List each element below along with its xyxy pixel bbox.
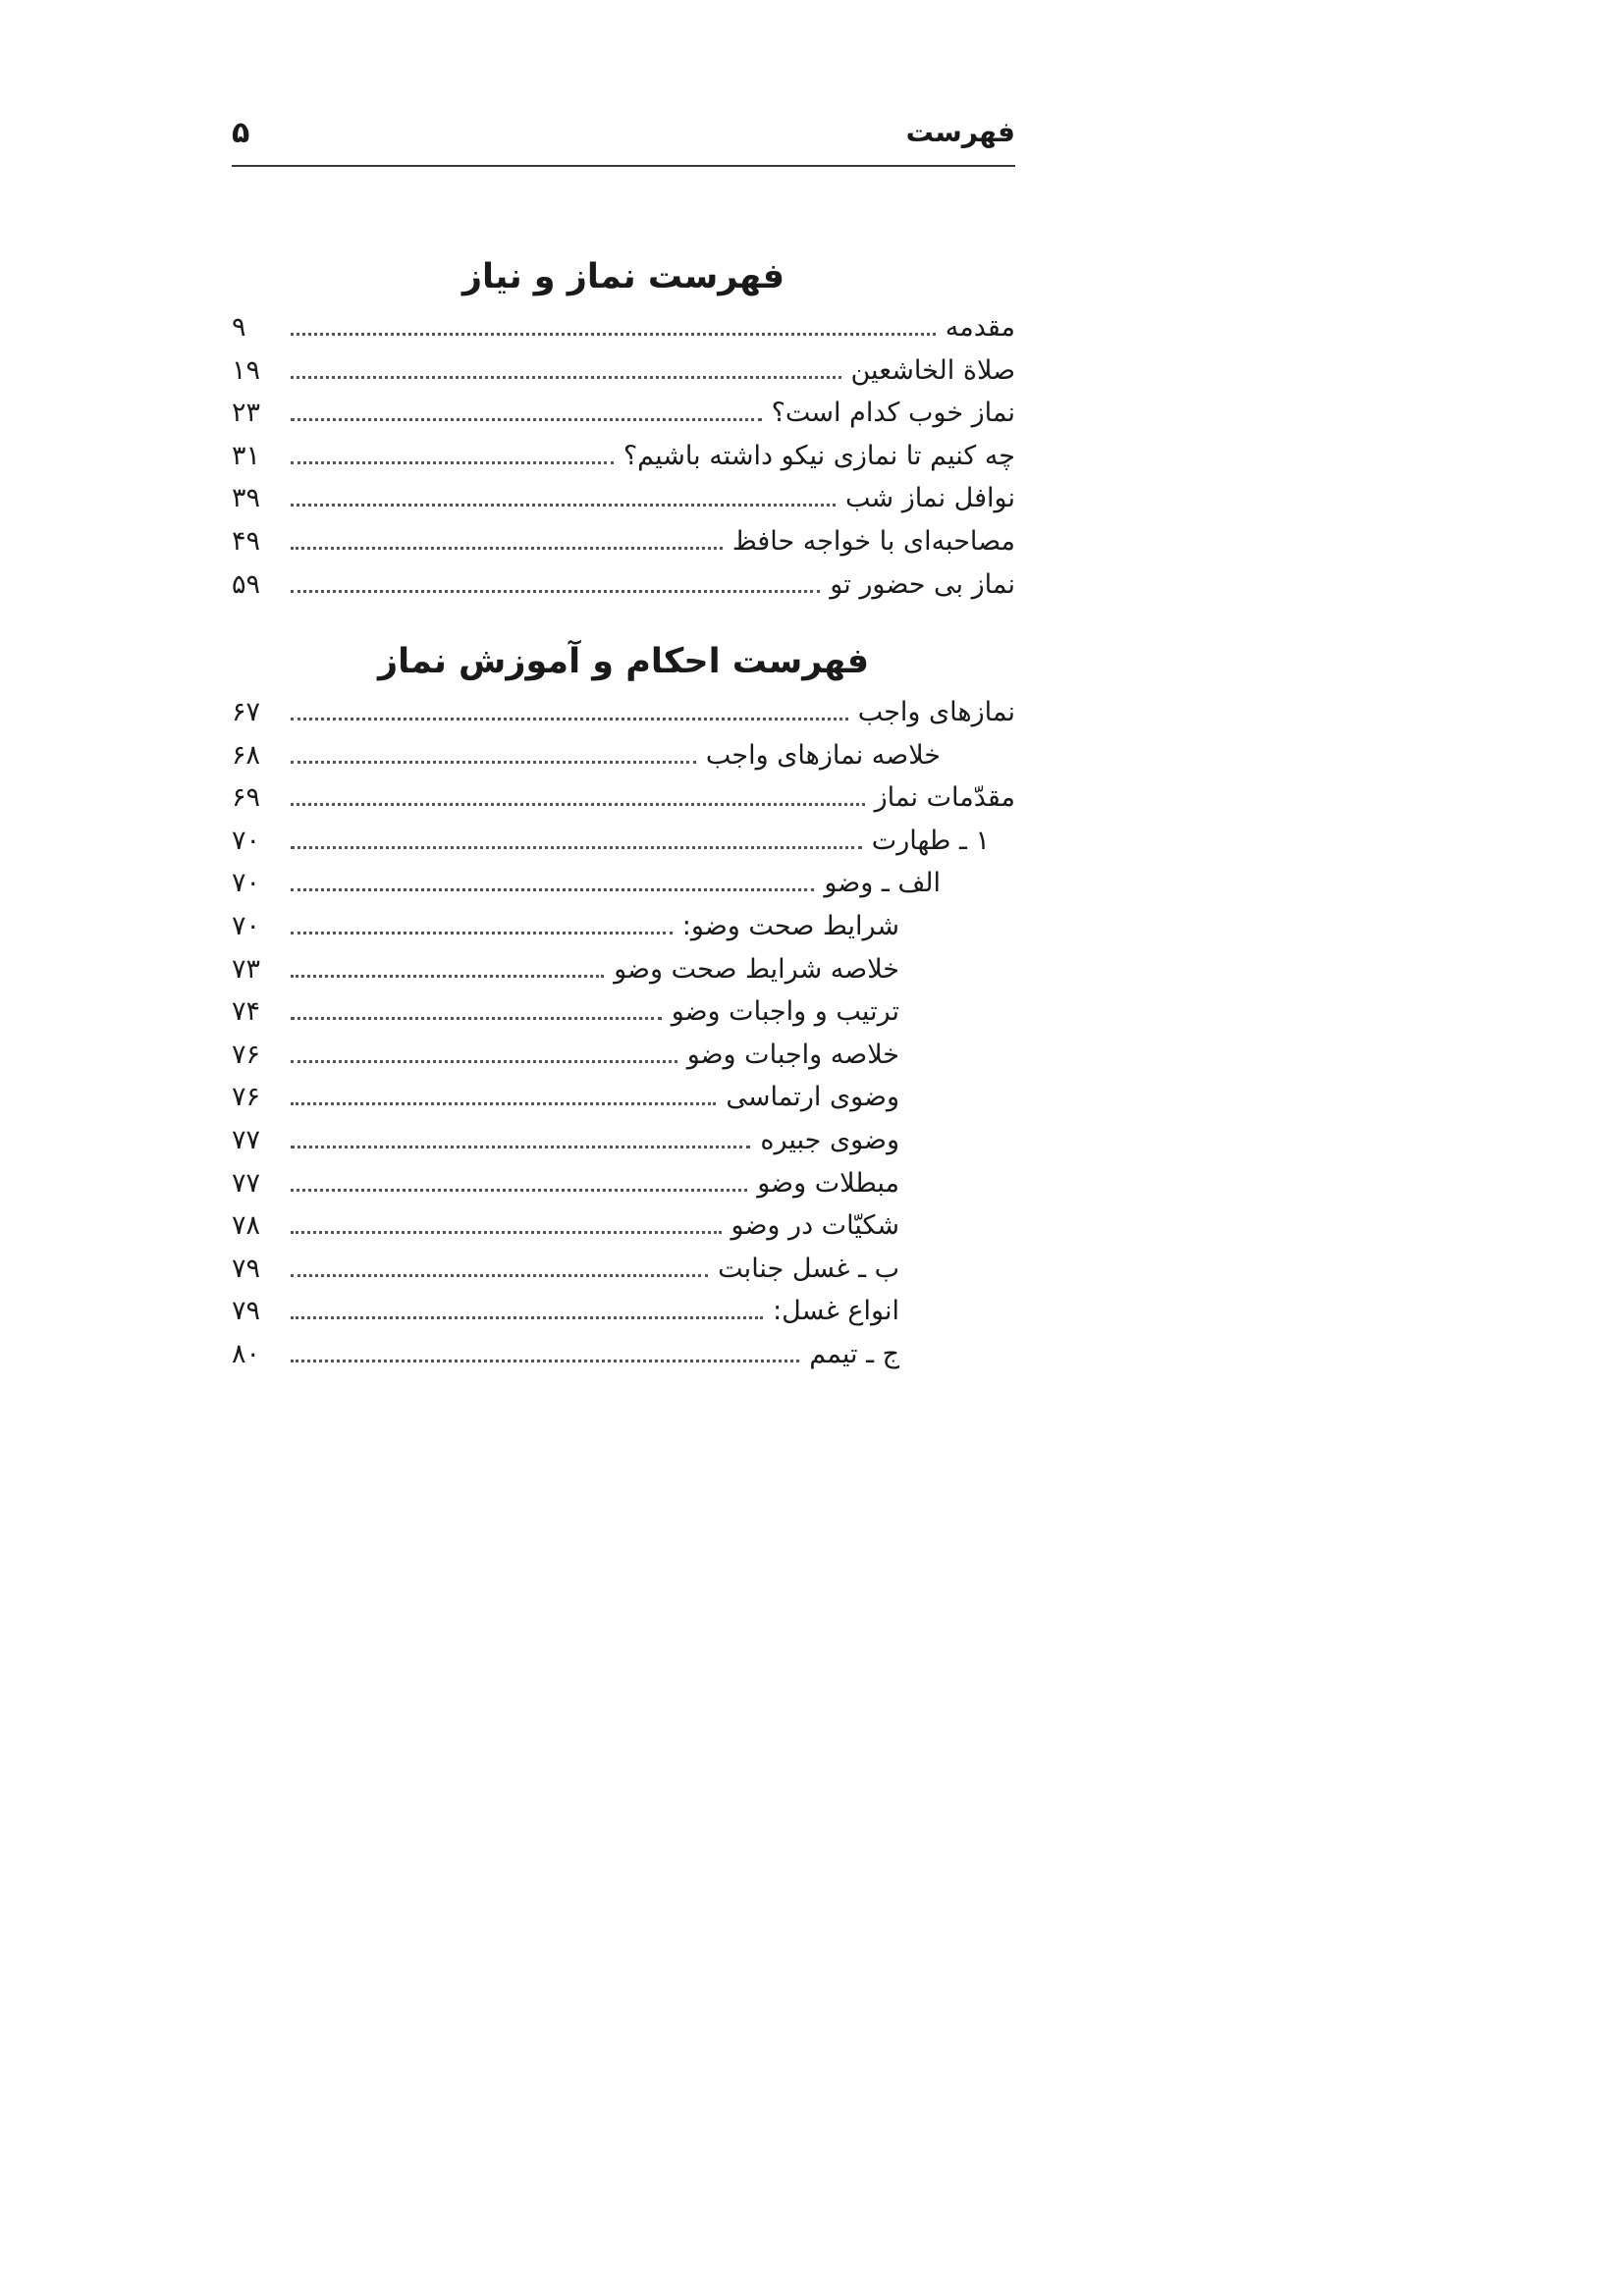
toc-entry-label: ۱ ـ طهارت [871,825,990,856]
toc-entry-label: مبطلات وضو [757,1167,899,1199]
toc-entry-label: صلاة الخاشعین [850,354,1015,386]
toc-entry[interactable] [232,477,1015,520]
toc-entry[interactable] [232,1034,1015,1077]
toc-entry-label: وضوی جبیره [760,1124,899,1155]
page-number: ۵ [232,116,250,150]
toc-entry-label: ترتیب و واجبات وضو [671,996,899,1028]
dot-leader [291,461,614,464]
dot-leader [291,846,862,849]
toc-list [232,691,1015,1376]
toc-entry[interactable] [232,734,1015,777]
toc-entry[interactable] [232,820,1015,863]
dot-leader [291,333,936,336]
dot-leader [291,590,820,593]
dot-leader [291,803,865,806]
toc-entry-page: ۲۳ [232,398,261,429]
dot-leader [291,1017,662,1020]
dot-leader [291,888,814,891]
toc-entry[interactable] [232,1076,1015,1119]
dot-leader [291,504,836,507]
dot-leader [291,1316,763,1319]
dot-leader [291,1060,677,1063]
toc-entry-label: مصاحبه‌ای با خواجه حافظ [731,525,1015,557]
toc-section-namaz-va-niaz [232,253,1015,606]
toc-entry-label: خلاصه واجبات وضو [686,1039,899,1070]
dot-leader [291,1231,722,1234]
toc-entry-label: خلاصه شرایط صحت وضو [614,953,899,985]
toc-entry[interactable] [232,306,1015,349]
toc-entry[interactable] [232,563,1015,607]
toc-entry[interactable] [232,691,1015,734]
toc-entry-page: ۹ [232,312,246,343]
dot-leader [291,547,723,550]
toc-entry-page: ۷۹ [232,1253,261,1284]
toc-entry-label: ج ـ تیمم [809,1338,899,1369]
running-header [232,116,1015,167]
toc-entry[interactable] [232,435,1015,478]
toc-entry-label: وضوی ارتماسی [726,1082,899,1113]
dot-leader [291,718,848,721]
toc-entry-label: چه کنیم تا نمازی نیکو داشته باشیم؟ [622,440,1015,471]
toc-entry-label: مقدمه [945,312,1015,343]
toc-entry[interactable] [232,905,1015,948]
toc-entry-page: ۷۴ [232,996,261,1028]
toc-entry[interactable] [232,1248,1015,1291]
toc-entry-label: ب ـ غسل جنابت [718,1253,899,1284]
toc-entry-label: خلاصه نمازهای واجب [705,739,941,771]
toc-entry-label: نماز بی حضور تو [830,568,1015,600]
toc-entry-label: شرایط صحت وضو: [681,910,899,941]
toc-entry-page: ۶۹ [232,782,261,814]
book-page [232,0,1015,2296]
toc-entry-label: شکیّات در وضو [730,1210,899,1242]
toc-entry-page: ۷۹ [232,1296,261,1327]
toc-entry-label: نماز خوب کدام است؟ [771,398,1015,429]
dot-leader [291,376,841,379]
toc-entry-label: الف ـ وضو [824,868,941,899]
toc-entry[interactable] [232,1204,1015,1248]
toc-entry-page: ۷۳ [232,953,261,985]
toc-entry-page: ۷۸ [232,1210,261,1242]
toc-section-ahkam [232,638,1015,1376]
dot-leader [291,1189,747,1192]
toc-entry[interactable] [232,990,1015,1034]
toc-entry[interactable] [232,862,1015,905]
toc-entry-page: ۷۰ [232,868,261,899]
toc-entry-page: ۴۹ [232,525,261,557]
toc-entry-page: ۷۷ [232,1167,261,1199]
toc-entry[interactable] [232,1290,1015,1333]
dot-leader [291,975,604,978]
toc-entry-page: ۵۹ [232,568,261,600]
toc-entry-page: ۶۸ [232,739,261,771]
toc-entry[interactable] [232,1333,1015,1376]
toc-entry-page: ۳۱ [232,440,261,471]
toc-entry[interactable] [232,392,1015,435]
toc-entry-page: ۱۹ [232,354,261,386]
toc-entry-page: ۸۰ [232,1338,261,1369]
dot-leader [291,1360,799,1362]
toc-entry-page: ۷۶ [232,1039,261,1070]
toc-entry-page: ۶۷ [232,697,261,727]
toc-list [232,306,1015,606]
toc-entry[interactable] [232,520,1015,563]
dot-leader [291,1146,750,1148]
toc-entry-page: ۷۶ [232,1082,261,1113]
section-title: فهرست نماز و نیاز [461,257,785,296]
toc-entry[interactable] [232,776,1015,820]
toc-entry[interactable] [232,1119,1015,1162]
running-title: فهرست [905,116,1015,148]
toc-entry-label: نمازهای واجب [857,697,1015,727]
toc-entry-page: ۷۷ [232,1124,261,1155]
toc-entry-label: مقدّمات نماز [874,782,1015,814]
dot-leader [291,1274,708,1277]
dot-leader [291,932,673,934]
dot-leader [291,418,762,421]
toc-entry-label: نوافل نماز شب [844,483,1015,514]
toc-entry[interactable] [232,948,1015,991]
toc-entry-page: ۳۹ [232,483,261,514]
toc-entry-page: ۷۰ [232,825,261,856]
toc-entry[interactable] [232,349,1015,393]
toc-entry-label: انواع غسل: [773,1296,899,1327]
dot-leader [291,761,696,764]
toc-entry[interactable] [232,1162,1015,1205]
toc-entry-page: ۷۰ [232,910,261,941]
dot-leader [291,1102,716,1105]
section-title: فهرست احکام و آموزش نماز [377,642,870,681]
